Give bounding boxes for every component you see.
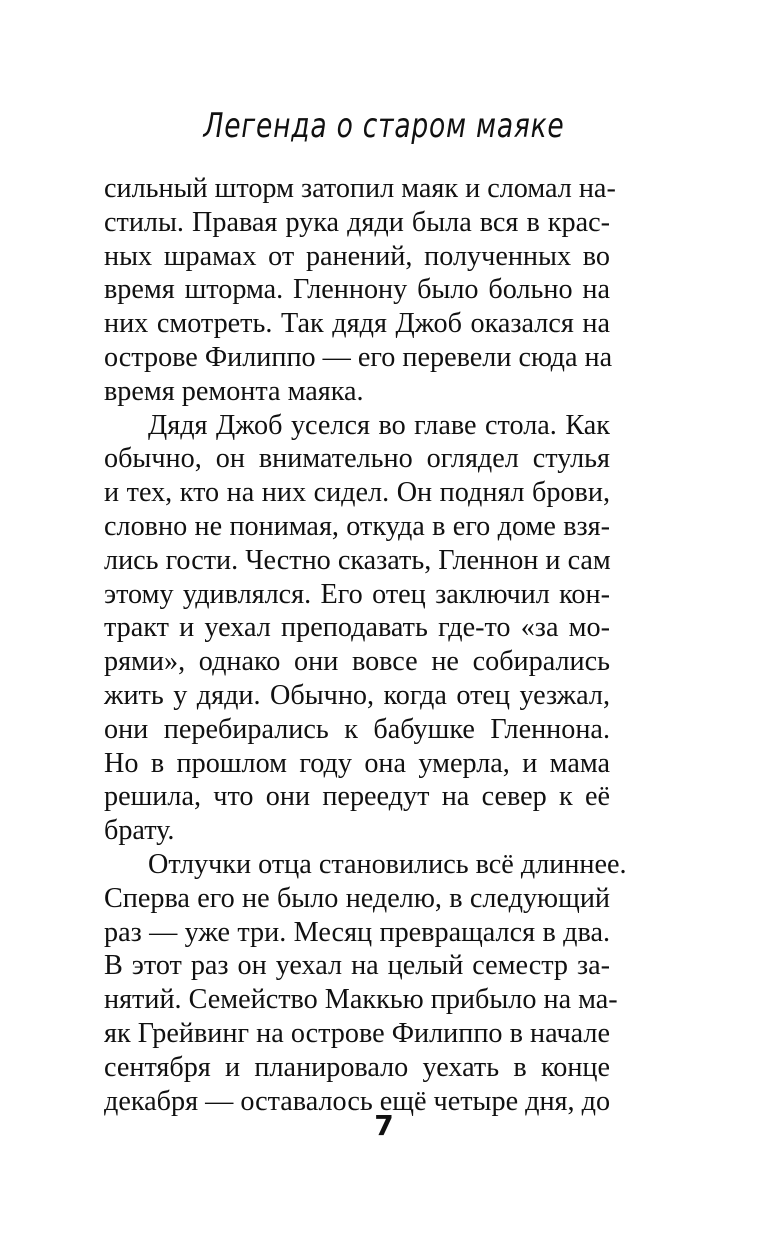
text-line: острове Филиппо — его перевели сюда на <box>104 341 613 373</box>
text-line: нятий. Семейство Маккью прибыло на ма- <box>104 984 618 1016</box>
text-line: время шторма. Гленнону было больно на <box>104 274 610 306</box>
text-line: як Грейвинг на острове Филиппо в начале <box>104 1017 610 1049</box>
text-line: обычно, он внимательно оглядел стулья <box>104 443 610 475</box>
text-line: них смотреть. Так дядя Джоб оказался на <box>104 308 610 340</box>
text-line: Дядя Джоб уселся во главе стола. Как <box>148 409 610 441</box>
text-line: сентября и планировало уехать в конце <box>104 1051 610 1083</box>
text-line: Сперва его не было неделю, в следующий <box>104 882 610 914</box>
text-line: брату. <box>104 815 175 847</box>
text-line: раз — уже три. Месяц превращался в два. <box>104 916 610 948</box>
text-line: и тех, кто на них сидел. Он поднял брови, <box>104 477 610 509</box>
text-line: декабря — оставалось ещё четыре дня, до <box>104 1085 611 1117</box>
text-line: тракт и уехал преподавать где-то «за мо- <box>104 612 610 644</box>
text-line: этому удивлялся. Его отец заключил кон- <box>104 578 610 610</box>
text-line: рями», однако они вовсе не собирались <box>104 646 610 678</box>
text-line: ных шрамах от ранений, полученных во <box>104 240 610 272</box>
text-line: В этот раз он уехал на целый семестр за- <box>104 950 610 982</box>
text-line: сильный шторм затопил маяк и сломал на- <box>104 173 616 204</box>
page-number: 7 <box>374 1109 394 1142</box>
text-line: Но в прошлом году она умерла, и мама <box>104 747 610 779</box>
text-line: лись гости. Честно сказать, Гленнон и сам <box>104 544 611 576</box>
text-line: Отлучки отца становились всё длиннее. <box>148 848 627 880</box>
text-line: время ремонта маяка. <box>104 375 364 407</box>
text-line: решила, что они переедут на север к её <box>104 781 610 813</box>
running-header: Легенда о старом маяке <box>203 106 565 146</box>
text-line: они перебирались к бабушке Гленнона. <box>104 713 610 745</box>
text-line: словно не понимая, откуда в его доме взя- <box>104 510 610 542</box>
text-line: стилы. Правая рука дяди была вся в крас- <box>104 206 610 238</box>
body-text <box>104 172 627 1118</box>
text-line: жить у дяди. Обычно, когда отец уезжал, <box>104 679 610 711</box>
